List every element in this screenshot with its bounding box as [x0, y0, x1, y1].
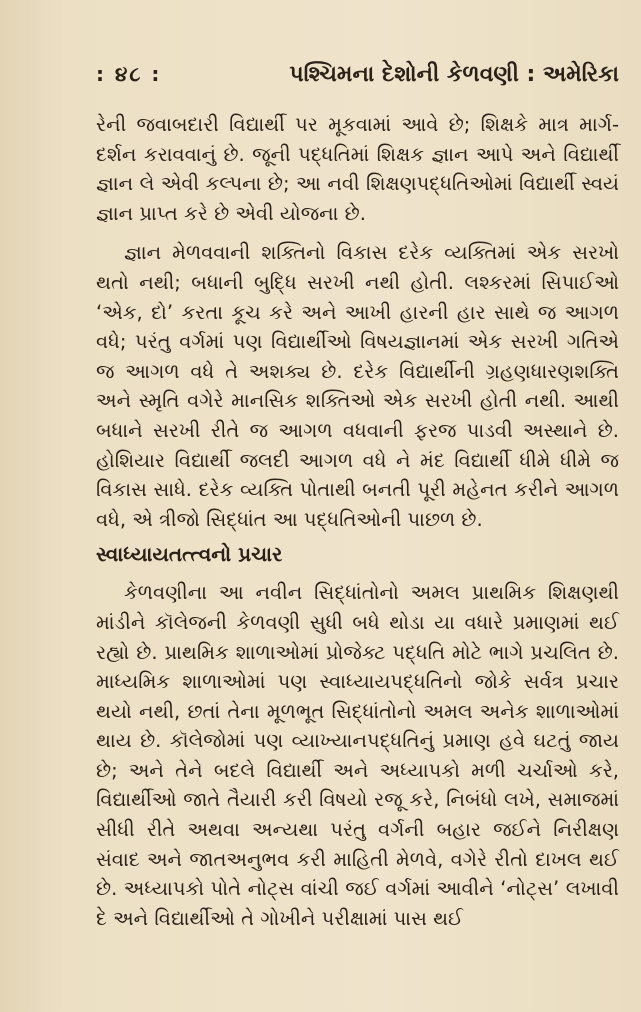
paragraph-section-body: કેળવણીના આ નવીન સિદ્ધાંતોનો અમલ પ્રાથમિક શિક્ષણથી માંડીને કૉલેજની કેળવણી સુધી બધે થોડા યા વધારે પ્રમાણમાં થઈ રહ્યો છે. પ્રાથમિક શાળાઓમાં પ્રોજેક્ટ પદ્ધતિ મોટે ભાગે પ્રચલિત છે. માધ્યમિક શાળાઓમાં પણ સ્વાધ્યાયપદ્ધતિનો જોકે સર્વત્ર પ્રચાર થયો નથી, છતાં તેના મૂળભૂત સિદ્ધાંતોનો અમલ અનેક શાળાઓમાં થાય છે. કૉલેજોમાં પણ વ્યાખ્યાનપદ્ધતિનું પ્રમાણ હવે ઘટતું જાય છે; અને તેને બદલે વિદ્યાર્થી અને અધ્યાપકો મળી ચર્ચાઓ કરે, વિદ્યાર્થીઓ જાતે તૈયારી કરી વિષયો રજૂ કરે, નિબંધો લખે, સમાજમાં સીધી રીતે અથવા અન્યથા પરંતુ વર્ગની બહાર જઈને નિરીક્ષણ સંવાદ અને જાતઅનુભવ કરી માહિતી મેળવે, વગેરે રીતો દાખલ થઈ છે. અધ્યાપકો પોતે નોટ્સ વાંચી જઈ વર્ગમાં આવીને ‘નોટ્સ’ લખાવી દે અને વિદ્યાર્થીઓ તે ગોખીને પરીક્ષામાં પાસ થઈ [96, 581, 619, 930]
running-head: પશ્ચિમના દેશોની કેળવણી : અમેરિકા [289, 62, 619, 87]
section-heading: સ્વાધ્યાયતત્ત્વનો પ્રચાર [96, 542, 283, 567]
paragraph-continued: રેની જવાબદારી વિદ્યાર્થી પર મૂકવામાં આવે છે; શિક્ષકે માત્ર માર્ગ-દર્શન કરાવવાનું છે. જૂની પદ્ધતિમાં શિક્ષક જ્ઞાન આપે અને વિદ્યાર્થી જ્ઞાન લે એવી કલ્પના છે; આ નવી શિક્ષણપદ્ધતિઓમાં વિદ્યાર્થી સ્વયં જ્ઞાન પ્રાપ્ત કરે છે એવી યોજના છે. [96, 113, 619, 225]
paragraph-gap [96, 228, 619, 238]
page-number: : ૪૮ : [96, 62, 162, 86]
paragraph-third-principle: જ્ઞાન મેળવવાની શક્તિનો વિકાસ દરેક વ્યક્તિમાં એક સરખો થતો નથી; બધાની બુદ્ધિ સરખી નથી હોતી. લશ્કરમાં સિપાઈઓ ‘એક, દો’ કરતા કૂચ કરે અને આખી હારની હાર સાથે જ આગળ વધે; પરંતુ વર્ગમાં પણ વિદ્યાર્થીઓ વિષયજ્ઞાનમાં એક સરખી ગતિએ જ આગળ વધે તે અશક્ય છે. દરેક વિદ્યાર્થીની ગ્રહણધારણશક્તિ અને સ્મૃતિ વગેરે માનસિક શક્તિઓ એક સરખી હોતી નથી. આથી બધાને સરખી રીતે જ આગળ વધવાની ફરજ પાડવી અસ્થાને છે. હોશિયાર વિદ્યાર્થી જલદી આગળ વધે ને મંદ વિદ્યાર્થી ધીમે ધીમે જ વિકાસ સાધે. દરેક વ્યક્તિ પોતાથી બનતી પૂરી મહેનત કરીને આગળ વધે, એ ત્રીજો સિદ્ધાંત આ પદ્ધતિઓની પાછળ છે. [96, 241, 619, 531]
page-header [96, 62, 619, 110]
